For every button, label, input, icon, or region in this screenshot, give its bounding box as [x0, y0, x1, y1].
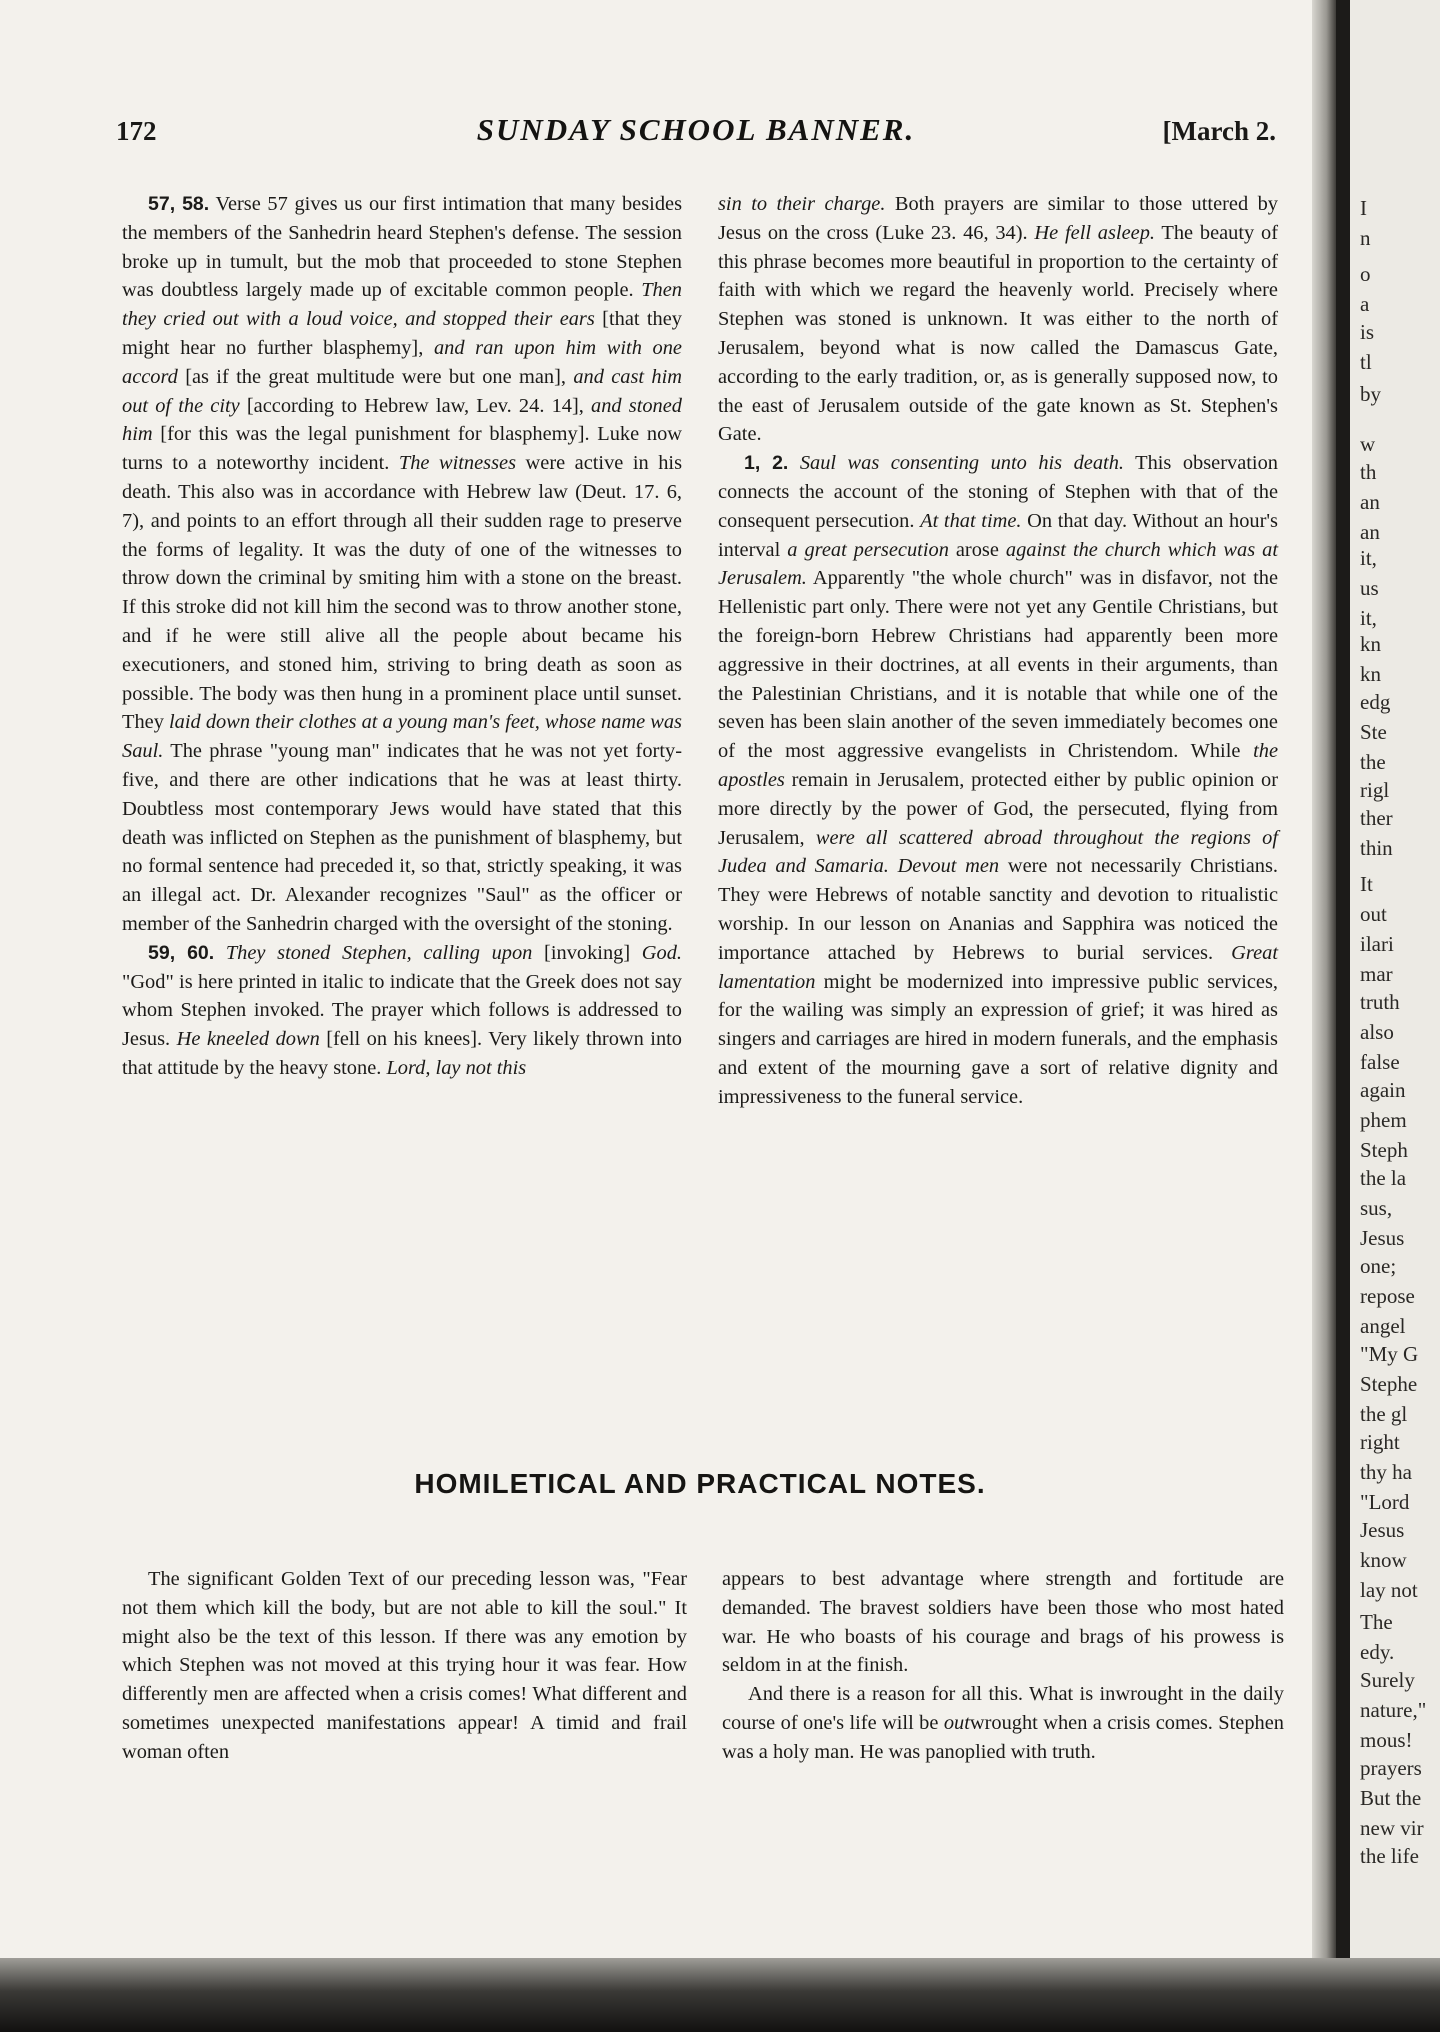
adjacent-page-text: the gl: [1360, 1402, 1408, 1426]
italic-run: Saul was consenting unto his death.: [799, 452, 1124, 475]
italic-run: a great persecution: [787, 538, 949, 561]
adjacent-page-text: tl: [1360, 350, 1372, 374]
text-run: were active in his death. This also was in accordance with Hebrew law (Deut. 17. 6, 7), and points to an effort through all their sudden rage to preserve the forms of legality. It was the duty of one of the witnesses to throw down the criminal by smiting him with a stone on the breast. If this stroke did not kill him the second was to throw another stone, and if he were still alive all the people about became his executioners, and stoned him, striving to bring death as soon as possible. The body was then hung in a prominent place until sunset. They: [122, 452, 683, 734]
page-header: [116, 112, 1276, 156]
text-run: Both prayers are similar to those uttered by Jesus on the cross (Luke 23. 46, 34).: [718, 193, 1278, 244]
paragraph-golden-text: The significant Golden Text of our preceding lesson was, "Fear not them which kill the body, but are not able to kill the soul." It might also be the text of this lesson. If there was any emotion by which Stephen was not moved at this trying hour it was fear. How differently men are affected when a crisis comes! What different and sometimes unexpected manifestations appear! A timid and frail woman often: [122, 1568, 687, 1763]
text-run: [according to Hebrew law, Lev. 24. 14],: [239, 394, 592, 417]
paragraph-continuation: appears to best advantage where strength and fortitude are demanded. The bravest soldiers have been those who most hated war. He who boasts of his courage and brags of his prowess is seldom in at the finish.: [722, 1568, 1284, 1677]
paragraph-verses-57-58: [122, 190, 682, 939]
text-run: The phrase "young man" indicates that he was not yet forty-five, and there are other indications that he was at least thirty. Doubtless most contemporary Jews would have stated that this death was inflicted on Stephen as the punishment of blasphemy, but no formal sentence had preceded it, so that, strictly speaking, it was an illegal act. Dr. Alexander recognizes "Saul" as the officer or member of the Sanhedrin charged with the oversight of the stoning.: [122, 740, 682, 935]
adjacent-page-text: out: [1360, 902, 1387, 926]
adjacent-page-text: rigl: [1360, 778, 1390, 802]
text-run: [that they might hear no further blasphemy],: [122, 308, 682, 359]
adjacent-page-text: ilari: [1360, 932, 1394, 956]
adjacent-page-text: mar: [1360, 962, 1393, 986]
italic-run: They stoned Stephen, calling upon: [225, 941, 533, 964]
italic-run: Then they cried out with a loud voice, and stopped their ears: [122, 279, 682, 331]
paragraph-verses-1-2: [718, 449, 1278, 1111]
italic-run: God.: [641, 941, 682, 964]
italic-run: The witnesses: [398, 452, 517, 475]
adjacent-page-text: n: [1360, 226, 1371, 250]
adjacent-page-text: "My G: [1360, 1342, 1419, 1366]
italic-run: Great lamentation: [718, 941, 1278, 993]
italic-run: At that time.: [920, 509, 1022, 532]
italic-run: and ran upon him with one accord: [122, 336, 682, 388]
column-lower-left: [122, 1565, 687, 1767]
text-run: were not necessarily Christians. They were Hebrews of notable sanctity and devotion to ritualistic worship. In our lesson on Ananias and Sapphira was noticed the importance attached by Hebrews to burial services.: [718, 855, 1278, 964]
text-run: [889, 855, 898, 877]
adjacent-page-text: an: [1360, 520, 1380, 544]
text-run: [as if the great multitude were but one man],: [177, 365, 574, 388]
column-upper-left: [122, 190, 682, 1083]
adjacent-page-text: phem: [1360, 1108, 1407, 1132]
text-run: Verse 57 gives us our first intimation that many besides the members of the Sanhedrin heard Stephen's defense. The session broke up in tumult, but the mob that proceeded to stone Stephen was doubtless largely made up of excitable common people.: [122, 193, 683, 302]
issue-date: [March 2.: [1162, 116, 1276, 146]
adjacent-page-text: It: [1360, 872, 1373, 896]
paragraph-verses-59-60: [122, 939, 682, 1083]
text-run: arose: [948, 538, 1006, 561]
adjacent-page-text: false: [1360, 1050, 1400, 1074]
adjacent-page-text: truth: [1360, 990, 1400, 1014]
adjacent-page-text: know: [1360, 1548, 1407, 1572]
adjacent-page-fragment: [1350, 0, 1440, 1958]
adjacent-page-text: Jesus: [1360, 1518, 1405, 1542]
paragraph-continuation: [718, 190, 1278, 449]
italic-run: laid down their clothes at a young man's feet, whose name was Saul.: [122, 711, 682, 763]
adjacent-page-text: I: [1360, 196, 1367, 220]
italic-run: out: [943, 1711, 970, 1734]
adjacent-page-text: Surely: [1360, 1668, 1415, 1692]
text-run: The beauty of this phrase becomes more beautiful in proportion to the certainty of faith with which we regard the heavenly world. Precisely where Stephen was stoned is unknown. It was either to the north of Jerusalem, beyond what is now called the Damascus Gate, according to the early tradition, or, as is generally supposed now, to the east of Jerusalem outside of the gate known as St. Stephen's Gate.: [718, 221, 1279, 446]
adjacent-page-text: lay not: [1360, 1578, 1418, 1602]
column-upper-right: [718, 190, 1278, 1112]
text-run: This observation connects the account of the stoning of Stephen with that of the consequent persecution.: [718, 452, 1278, 532]
italic-run: Devout men: [897, 855, 1000, 878]
italic-run: Lord, lay not this: [386, 1056, 527, 1079]
adjacent-page-text: Jesus: [1360, 1226, 1405, 1250]
adjacent-page-text: thy ha: [1360, 1460, 1412, 1484]
section-heading: HOMILETICAL AND PRACTICAL NOTES.: [414, 1468, 986, 1499]
text-run: [fell on his knees]. Very likely thrown into that attitude by the heavy stone.: [122, 1028, 683, 1079]
adjacent-page-text: the la: [1360, 1166, 1407, 1190]
adjacent-page-text: prayers: [1360, 1756, 1422, 1780]
italic-run: the apostles: [718, 740, 1278, 791]
adjacent-page-text: also: [1360, 1020, 1394, 1044]
adjacent-page-text: an: [1360, 490, 1380, 514]
paragraph-reason: [722, 1680, 1284, 1766]
adjacent-page-text: it,: [1360, 546, 1377, 570]
italic-run: He fell asleep.: [1034, 221, 1155, 244]
adjacent-page-text: kn: [1360, 662, 1381, 686]
adjacent-page-text: Ste: [1360, 720, 1387, 744]
adjacent-page-text: the life: [1360, 1844, 1419, 1868]
running-title: SUNDAY SCHOOL BANNER.: [476, 112, 916, 147]
text-run: remain in Jerusalem, protected either by public opinion or more directly by the power of God, the persecuted, flying from Jerusalem,: [718, 768, 1278, 849]
adjacent-page-text: o: [1360, 262, 1371, 286]
verse-reference: 57, 58.: [148, 193, 210, 215]
italic-run: and cast him out of the city: [122, 365, 683, 417]
text-run: [for this was the legal punishment for blasphemy]. Luke now turns to a noteworthy incident.: [122, 423, 682, 475]
adjacent-page-text: Stephe: [1360, 1372, 1418, 1396]
adjacent-page-text: by: [1360, 382, 1381, 406]
text-run: Apparently "the whole church" was in disfavor, not the Hellenistic part only. There were not yet any Gentile Christians, but the foreign-born Hebrew Christians had apparently been more aggressive in their doctrines, at all events in their arguments, than the Palestinian Christians, and it is notable that while one of the seven has been slain another of the seven immediately becomes one of the most aggressive evangelists in Christendom. While: [718, 567, 1278, 763]
adjacent-page-text: The: [1360, 1610, 1393, 1634]
adjacent-page-text: one;: [1360, 1254, 1397, 1278]
text-run: wrought when a crisis comes. Stephen was a holy man. He was panoplied with truth.: [722, 1711, 1284, 1763]
adjacent-page-text: edy.: [1360, 1640, 1395, 1664]
adjacent-page-text: again: [1360, 1078, 1406, 1102]
adjacent-page-text: edg: [1360, 690, 1391, 714]
adjacent-page-text: nature,": [1360, 1698, 1427, 1722]
text-run: [invoking]: [532, 941, 642, 964]
adjacent-page-text: th: [1360, 460, 1377, 484]
adjacent-page-text: w: [1360, 432, 1376, 456]
adjacent-page-text: "Lord: [1360, 1490, 1410, 1514]
text-run: might be modernized into impressive public services, for the wailing was simply an expression of grief; it was hired as singers and carriages are hired in modern funerals, and the emphasis and extent of the mourning gave a sort of relative dignity and impressiveness to the funeral service.: [718, 970, 1278, 1108]
adjacent-page-text: us: [1360, 576, 1379, 600]
adjacent-page-text: angel: [1360, 1314, 1406, 1338]
adjacent-page-text: a: [1360, 292, 1370, 316]
verse-reference: 59, 60.: [148, 941, 215, 964]
adjacent-page-text: repose: [1360, 1284, 1415, 1308]
italic-run: sin to their charge.: [718, 193, 886, 215]
adjacent-page-text: kn: [1360, 632, 1381, 656]
text-run: On that day. Without an hour's interval: [718, 509, 1278, 561]
text-run: And there is a reason for all this. What is inwrought in the daily course of one's life will be: [722, 1683, 1284, 1734]
adjacent-page-text: thin: [1360, 836, 1393, 860]
adjacent-page-text: mous!: [1360, 1728, 1413, 1752]
adjacent-page-text: Steph: [1360, 1138, 1408, 1162]
italic-run: against the church which was at Jerusalem.: [718, 538, 1279, 590]
adjacent-page-text: the: [1360, 750, 1386, 774]
italic-run: and stoned him: [122, 394, 682, 446]
italic-run: He kneeled down: [176, 1028, 320, 1051]
adjacent-page-text: But the: [1360, 1786, 1422, 1810]
page-gutter-shadow: [1312, 0, 1336, 2032]
adjacent-page-text: right: [1360, 1430, 1400, 1454]
scan-bottom-edge: [0, 1958, 1440, 2032]
adjacent-page-text: is: [1360, 320, 1375, 344]
adjacent-page-text: sus,: [1360, 1196, 1393, 1220]
verse-reference: 1, 2.: [744, 452, 789, 475]
page-gutter-edge: [1336, 0, 1350, 2032]
adjacent-page-text: it,: [1360, 606, 1377, 630]
italic-run: were all scattered abroad throughout the regions of Judea and Samaria.: [718, 826, 1278, 878]
text-run: "God" is here printed in italic to indicate that the Greek does not say whom Stephen invoked. The prayer which follows is addressed to Jesus.: [122, 970, 682, 1051]
column-lower-right: [722, 1565, 1284, 1767]
adjacent-page-text: ther: [1360, 806, 1393, 830]
page-number: 172: [116, 116, 157, 146]
adjacent-page-text: new vir: [1360, 1816, 1424, 1840]
